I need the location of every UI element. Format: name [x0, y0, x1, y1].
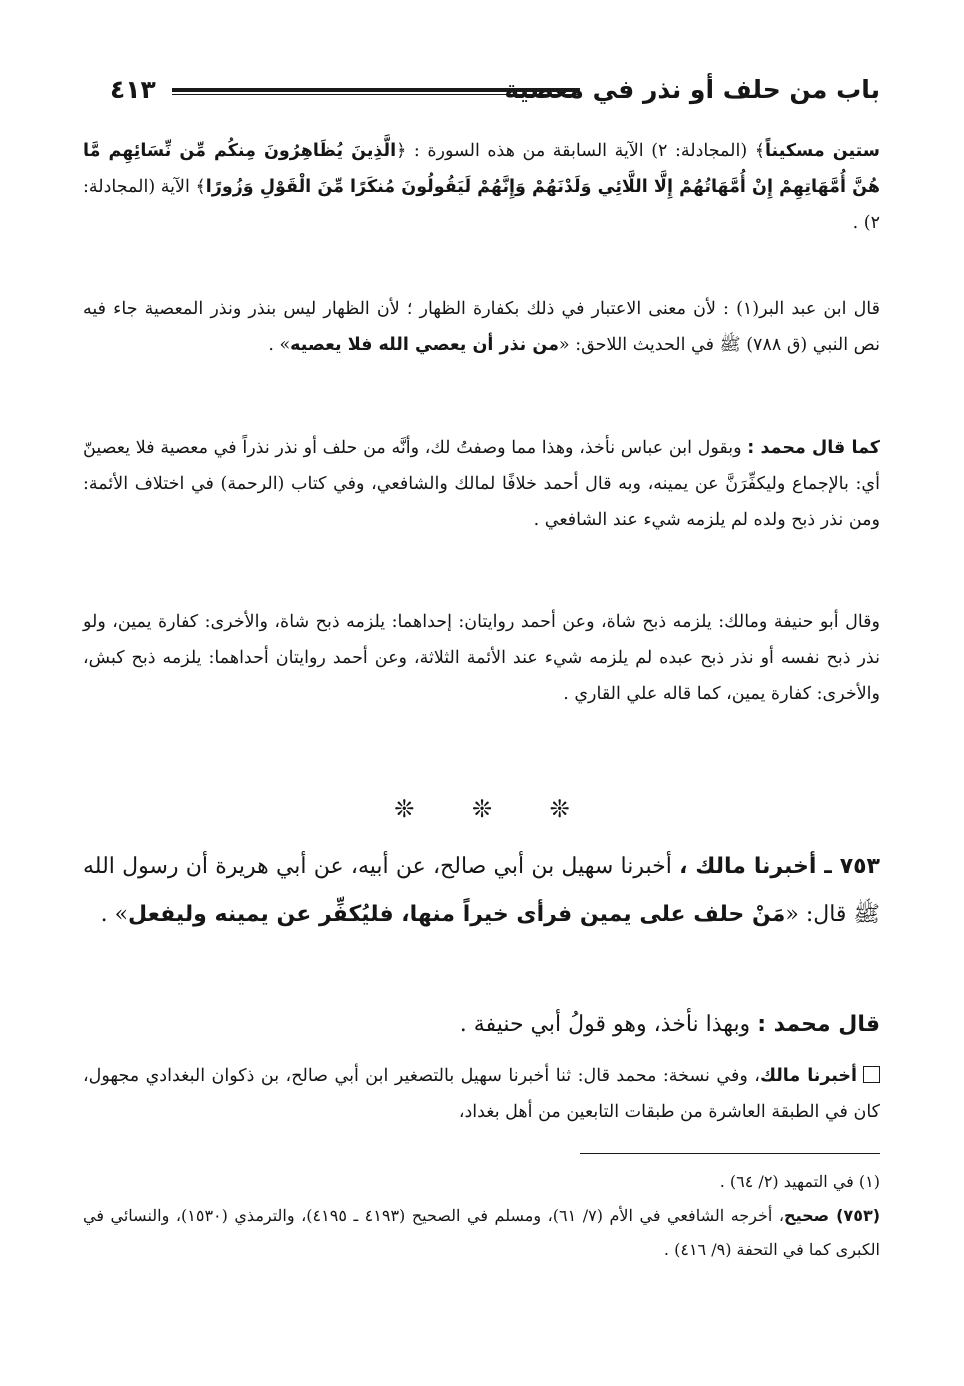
muhammad-lead: كما قال محمد :	[747, 438, 880, 458]
footnote-1: (١) في التمهيد (٢/ ٦٤) .	[719, 1172, 880, 1191]
section-separator: ❊ ❊ ❊	[394, 795, 570, 823]
muhammad-paragraph	[83, 430, 880, 538]
muhammad-753-lead: قال محمد :	[757, 1012, 880, 1037]
footnote-753-text: ، أخرجه الشافعي في الأم (٧/ ٦١)، ومسلم في الصحيح (٤١٩٣ ـ ٤١٩٥)، والترمذي (١٥٣٠)، والنسائي في الكبرى كما في التحفة (٩/ ٤١٦) .	[83, 1206, 880, 1259]
hadith-753	[83, 843, 880, 939]
quran-verse: الَّذِينَ يُظَاهِرُونَ مِنكُم مِّن نِّسَائِهِم مَّا هُنَّ أُمَّهَاتِهِمْ إِنْ أُمَّهَاتُهُمْ إِلَّا اللَّائِي وَلَدْنَهُمْ وَإِنَّهُمْ لَيَقُولُونَ مُنكَرًا مِّنَ الْقَوْلِ وَزُورًا	[83, 141, 880, 197]
footnote-rule	[580, 1153, 880, 1154]
footnote-753-lead: (٧٥٣) صحيح	[784, 1206, 881, 1225]
running-header	[110, 70, 880, 110]
ibn-abd-albarr-end: » .	[268, 335, 291, 355]
hadith-753-quote: مَنْ حلف على يمين فرأى خيراً منها، فليُكفِّر عن يمينه وليفعل	[128, 902, 786, 927]
hadith-753-end: » .	[100, 902, 129, 927]
hadith-quote: من نذر أن يعصي الله فلا يعصيه	[290, 335, 559, 355]
commentary-lead: أخبرنا مالك	[759, 1066, 857, 1086]
muhammad-753-text: وبهذا نأخذ، وهو قولُ أبي حنيفة .	[459, 1012, 758, 1037]
muhammad-text: وبقول ابن عباس نأخذ، وهذا مما وصفتُ لك، وأنَّه من حلف أو نذر نذراً في معصية فلا يعصينّ أي: بالإجماع وليكفِّرَنَّ عن يمينه، وبه قال أحمد خلافًا لمالك والشافعي، وفي كتاب (الرحمة) في اختلاف الأئمة: ومن نذر ذبح ولده لم يلزمه شيء عند الشافعي .	[83, 438, 880, 530]
footnotes	[83, 1165, 880, 1267]
quran-text-1: ﴾ (المجادلة: ٢) الآية السابقة من هذه السورة : ﴿	[396, 141, 765, 161]
abu-hanifa-text: وقال أبو حنيفة ومالك: يلزمه ذبح شاة، وعن أحمد روايتان: إحداهما: يلزمه ذبح شاة، والأخرى: كفارة يمين، ولو نذر ذبح نفسه أو نذر ذبح عبده لم يلزمه شيء عند الأئمة الثلاثة، وعن أحمد روايتان أحداهما: يلزمه ذبح كبش، والأخرى: كفارة يمين، كما قاله علي القاري .	[83, 612, 880, 704]
quran-text-2: ﴾ الآية (المجادلة: ٢) .	[83, 177, 880, 233]
ibn-abd-albarr-text: قال ابن عبد البر(١) : لأن معنى الاعتبار في ذلك بكفارة الظهار ؛ لأن الظهار ليس بنذر ونذر المعصية جاء فيه نص النبي (ق ٧٨٨) ﷺ في الحديث اللاحق: «	[83, 299, 880, 355]
abu-hanifa-paragraph	[83, 604, 880, 712]
quran-lead: ستين مسكيناً	[764, 141, 880, 161]
square-marker-icon	[863, 1066, 880, 1083]
page-number: ٤١٣	[110, 75, 156, 104]
chapter-title: باب من حلف أو نذر في معصية	[504, 75, 880, 104]
hadith-753-lead: ٧٥٣ ـ أخبرنا مالك ،	[679, 854, 880, 879]
header-rule	[172, 88, 580, 95]
muhammad-753-paragraph	[83, 1001, 880, 1049]
quran-paragraph	[83, 133, 880, 241]
ibn-abd-albarr-paragraph	[83, 291, 880, 363]
hadith-753-text: أخبرنا سهيل بن أبي صالح، عن أبيه، عن أبي هريرة أن رسول الله ﷺ قال: «	[83, 854, 880, 927]
commentary-text: ، وفي نسخة: محمد قال: ثنا أخبرنا سهيل بالتصغير ابن أبي صالح، بن ذكوان البغدادي مجهول، كان في الطبقة العاشرة من طبقات التابعين من أهل بغداد،	[83, 1066, 880, 1122]
commentary-paragraph	[83, 1058, 880, 1130]
footnote-753	[83, 1199, 880, 1267]
